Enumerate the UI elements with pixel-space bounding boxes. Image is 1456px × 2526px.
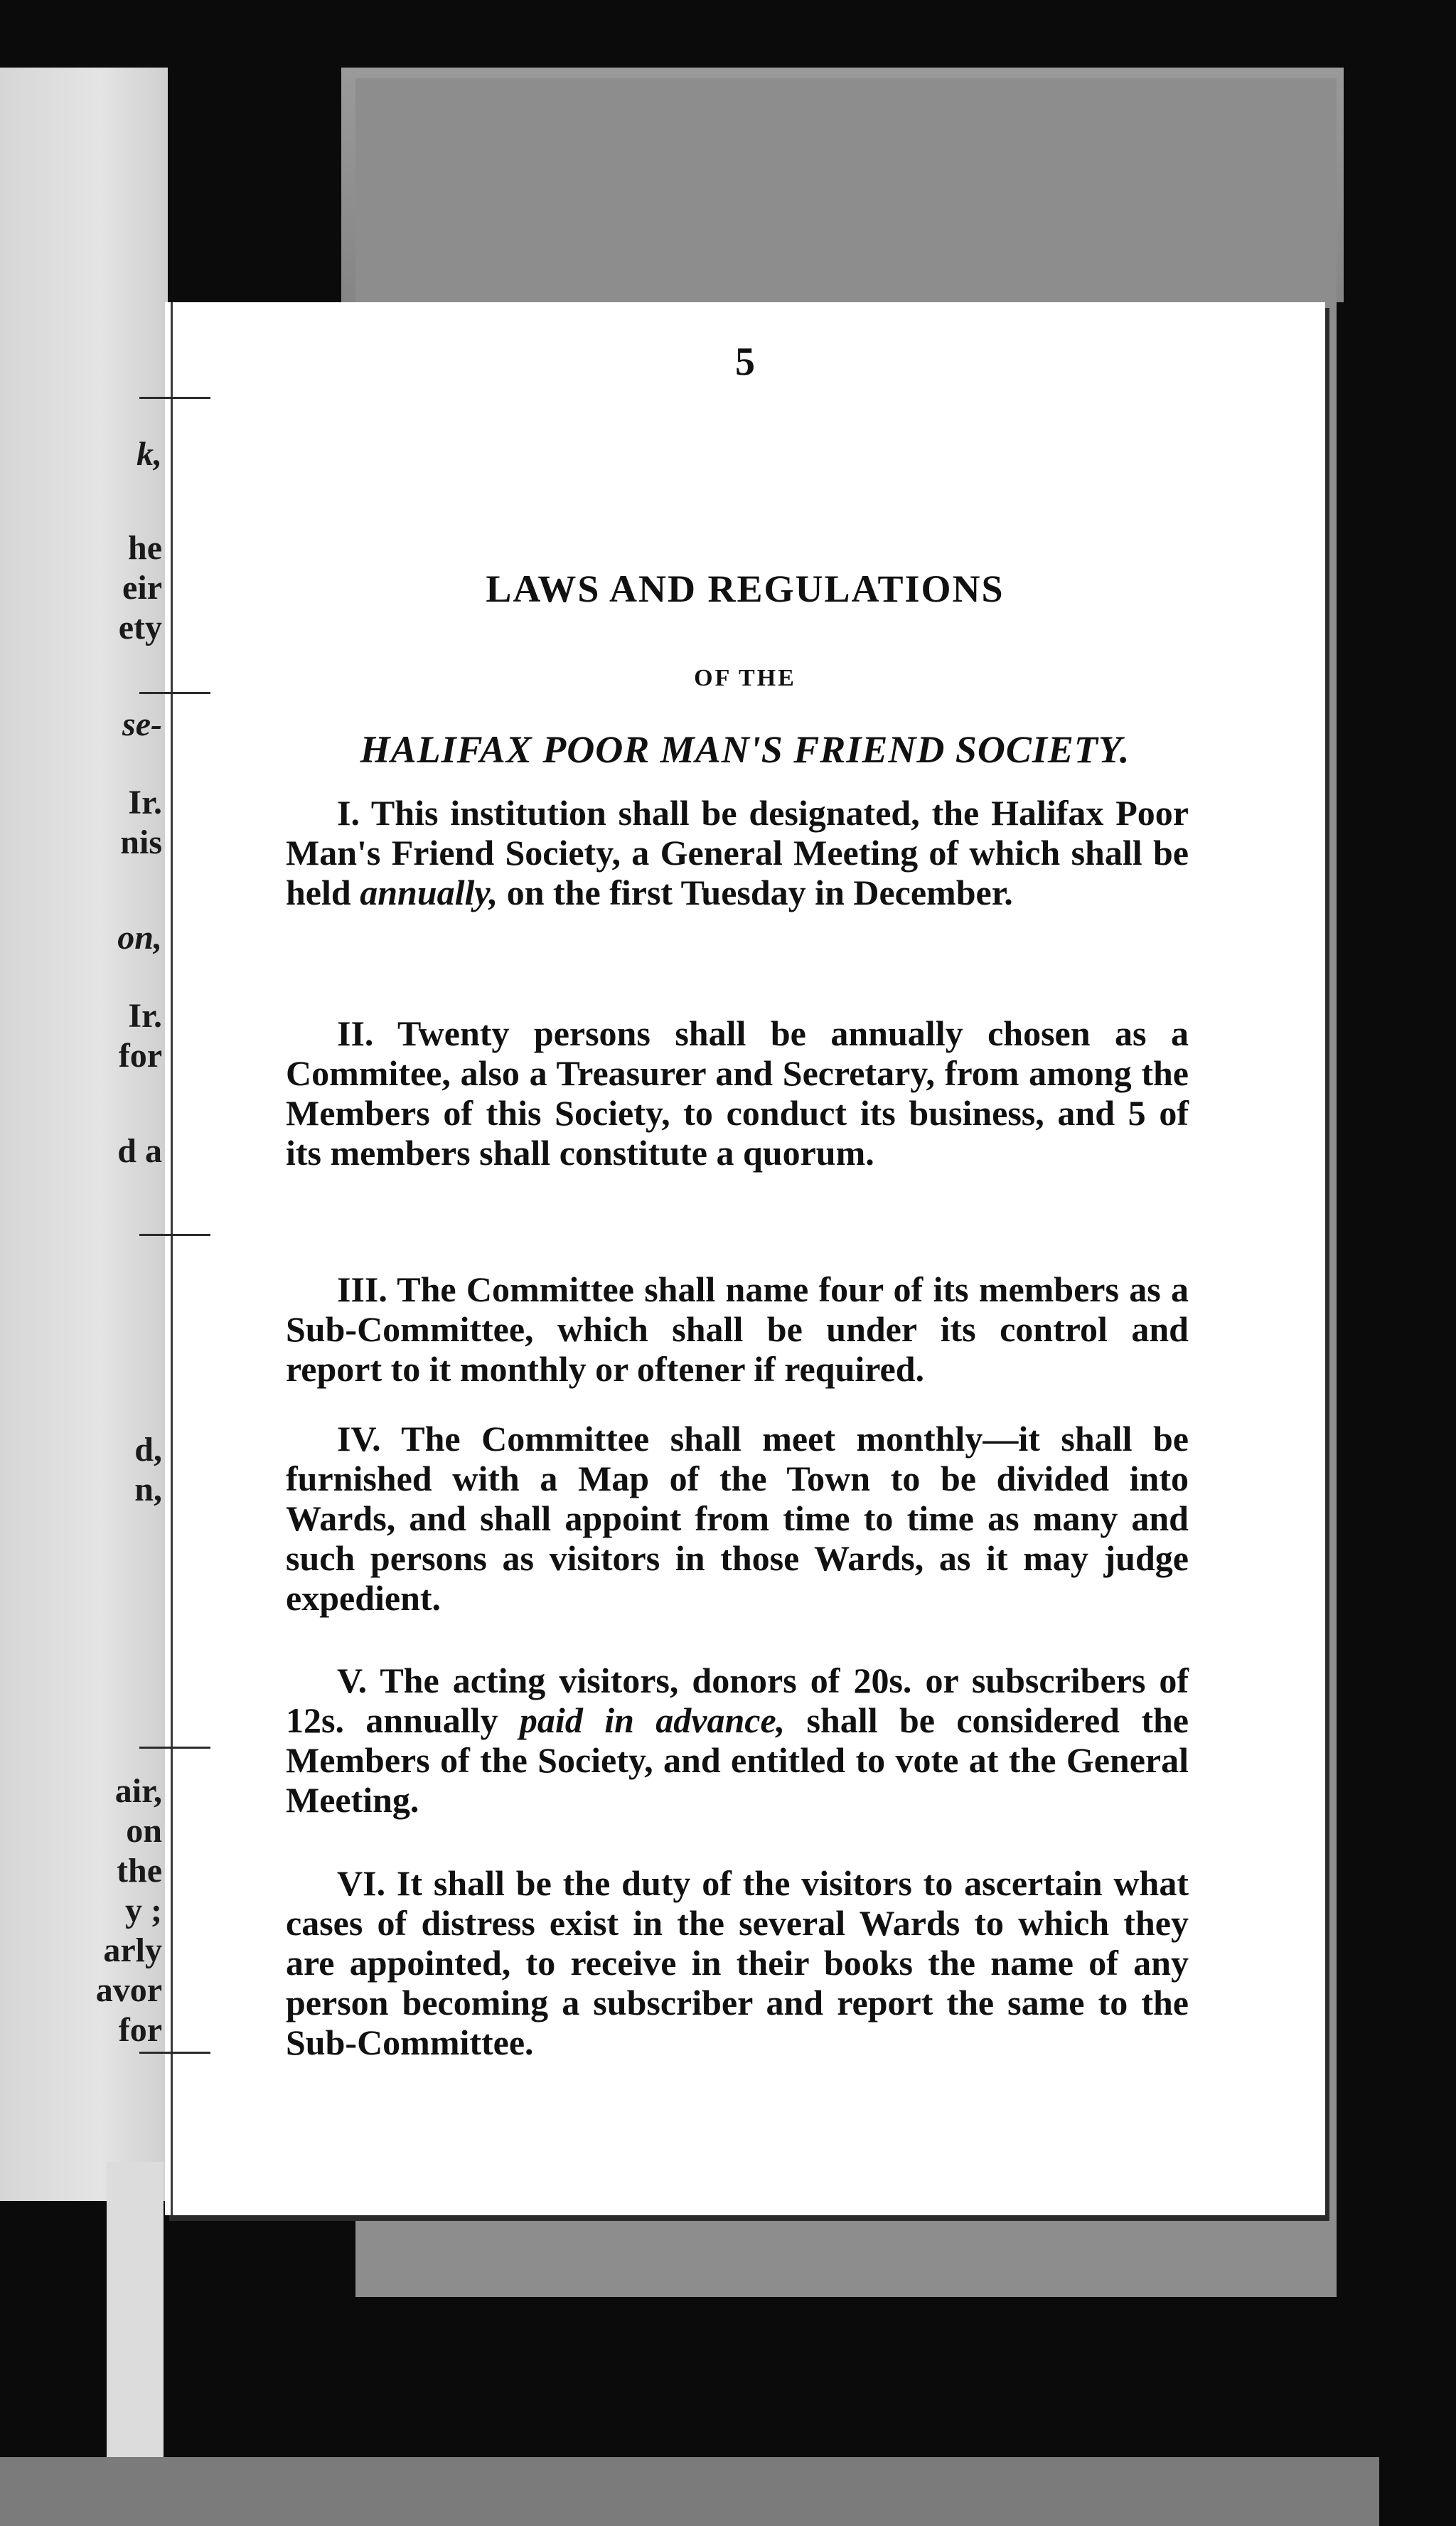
- article-iii: III. The Committee shall name four of its members as a Sub-Committee, which shall be under its control and report to it monthly or oftener if required.: [286, 1269, 1189, 1389]
- left-fragment: d,: [134, 1431, 162, 1469]
- main-page: [165, 302, 1325, 2215]
- left-fragment: nis: [120, 824, 162, 861]
- left-fragment: ety: [118, 609, 162, 646]
- left-fragment: for: [118, 1037, 162, 1075]
- binding-stitch: [139, 1234, 210, 1236]
- left-fragment: for: [118, 2011, 162, 2049]
- left-fragment: n,: [134, 1471, 162, 1508]
- article-v: V. The acting visitors, donors of 20s. or subscribers of 12s. annually paid in advance, shall be considered the Members of the Society, and entitled to vote at the General Meeting.: [286, 1661, 1189, 1820]
- bottom-strip: [0, 2457, 1379, 2526]
- article-vi: VI. It shall be the duty of the visitors to ascertain what cases of distress exist in the several Wards to which they are appointed, to receive in their books the name of any person becoming a subscriber and report the same to the Sub-Committee.: [286, 1863, 1189, 2062]
- title-connector: OF THE: [694, 665, 796, 691]
- left-fragment: air,: [114, 1772, 162, 1810]
- left-page-fold: [107, 2162, 164, 2461]
- left-fragment: d a: [117, 1132, 162, 1170]
- article-i: I. This institution shall be designated, the Halifax Poor Man's Friend Society, a General Meeting of which shall be held annually, on the first Tuesday in December.: [286, 793, 1189, 912]
- binding-stitch: [139, 2052, 210, 2054]
- left-fragment: avor: [95, 1971, 162, 2009]
- society-name: HALIFAX POOR MAN'S FRIEND SOCIETY.: [360, 728, 1130, 771]
- page-number: 5: [735, 340, 755, 384]
- left-fragment: on: [126, 1812, 162, 1850]
- left-fragment: y ;: [125, 1892, 162, 1929]
- left-fragment: arly: [103, 1931, 162, 1969]
- article-iv: IV. The Committee shall meet monthly—it shall be furnished with a Map of the Town to be divided into Wards, and shall appoint from time to time as many and such persons as visitors in those Wards, as it may judge expedient.: [286, 1419, 1189, 1618]
- binding-stitch: [139, 397, 210, 399]
- left-fragment: se-: [122, 705, 162, 743]
- left-fragment: k,: [136, 435, 162, 473]
- page-title: LAWS AND REGULATIONS: [486, 567, 1005, 610]
- left-fragment: on,: [117, 919, 162, 956]
- left-fragment: he: [128, 529, 162, 567]
- binding-stitch: [139, 692, 210, 694]
- left-page-text: [0, 68, 168, 2201]
- left-fragment: the: [117, 1852, 162, 1890]
- left-fragment: Ir.: [128, 997, 162, 1035]
- left-fragment: eir: [122, 569, 162, 607]
- binding-stitch: [139, 1747, 210, 1749]
- left-fragment: Ir.: [128, 784, 162, 821]
- article-ii: II. Twenty persons shall be annually chosen as a Commitee, also a Treasurer and Secretary, from among the Members of this Society, to conduct its business, and 5 of its members shall constitute a quorum.: [286, 1013, 1189, 1173]
